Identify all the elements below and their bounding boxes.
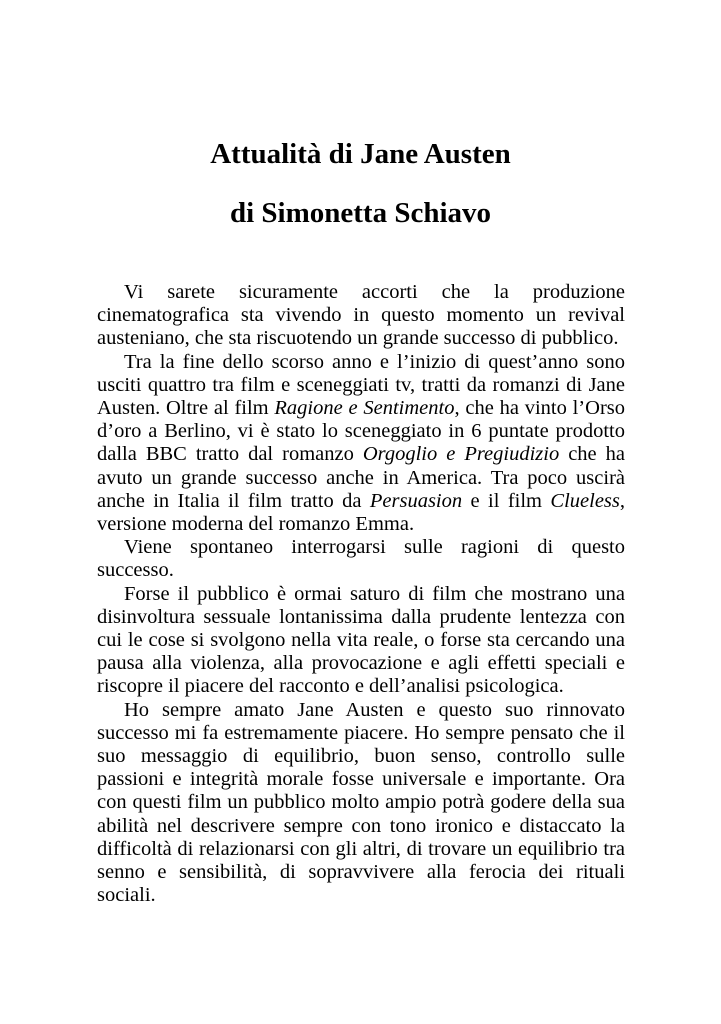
paragraph-2-text-3: che ha avuto un grande successo anche in America. Tra poco uscirà anche in Italia il film tratto da: [97, 443, 625, 512]
article-body: [97, 281, 625, 907]
article-title: Attualità di Jane Austen: [210, 138, 511, 170]
paragraph-2-text-2: , che ha vinto l’Orso d’oro a Berlino, vi è stato lo sceneggiato in 6 puntate prodotto dalla BBC tratto dal romanzo: [97, 397, 625, 466]
novel-title-orgoglio-e-pregiudizio: Orgoglio e Pregiudizio: [362, 443, 560, 466]
paragraph-2-text-5: , versione moderna del romanzo Emma.: [97, 489, 625, 536]
paragraph-3: Viene spontaneo interrogarsi sulle ragioni di questo successo.: [97, 536, 625, 582]
paragraph-2-text-1: Tra la fine dello scorso anno e l’inizio di quest’anno sono usciti quattro tra film e sceneggiati tv, tratti da romanzi di Jane Austen. Oltre al film: [97, 350, 625, 420]
paragraph-2: [97, 351, 625, 537]
film-title-ragione-e-sentimento: Ragione e Sentimento: [274, 397, 455, 420]
paragraph-2-text-4: e il film: [462, 489, 551, 512]
film-title-persuasion: Persuasion: [369, 489, 463, 512]
film-title-clueless: Clueless: [550, 489, 620, 512]
article-author: di Simonetta Schiavo: [229, 197, 492, 229]
paragraph-4: Forse il pubblico è ormai saturo di film che mostrano una disinvoltura sessuale lontanissima dalla prudente lentezza con cui le cose si svolgono nella vita reale, o forse sta cercando una pausa alla violenza, alla provocazione e agli effetti speciali e riscopre il piacere del racconto e dell’analisi psicologica.: [97, 582, 625, 698]
paragraph-1: Vi sarete sicuramente accorti che la produzione cinematografica sta vivendo in questo momento un revival austeniano, che sta riscuotendo un grande successo di pubblico.: [97, 281, 625, 350]
paragraph-5: Ho sempre amato Jane Austen e questo suo rinnovato successo mi fa estremamente piacere. Ho sempre pensato che il suo messaggio di equilibrio, buon senso, controllo sulle passioni e integrità morale fosse universale e importante. Ora con questi film un pubblico molto ampio potrà godere della sua abilità nel descrivere sempre con tono ironico e distaccato la difficoltà di relazionarsi con gli altri, di trovare un equilibrio tra senno e sensibilità, di sopravvivere alla ferocia dei rituali sociali.: [97, 698, 625, 907]
